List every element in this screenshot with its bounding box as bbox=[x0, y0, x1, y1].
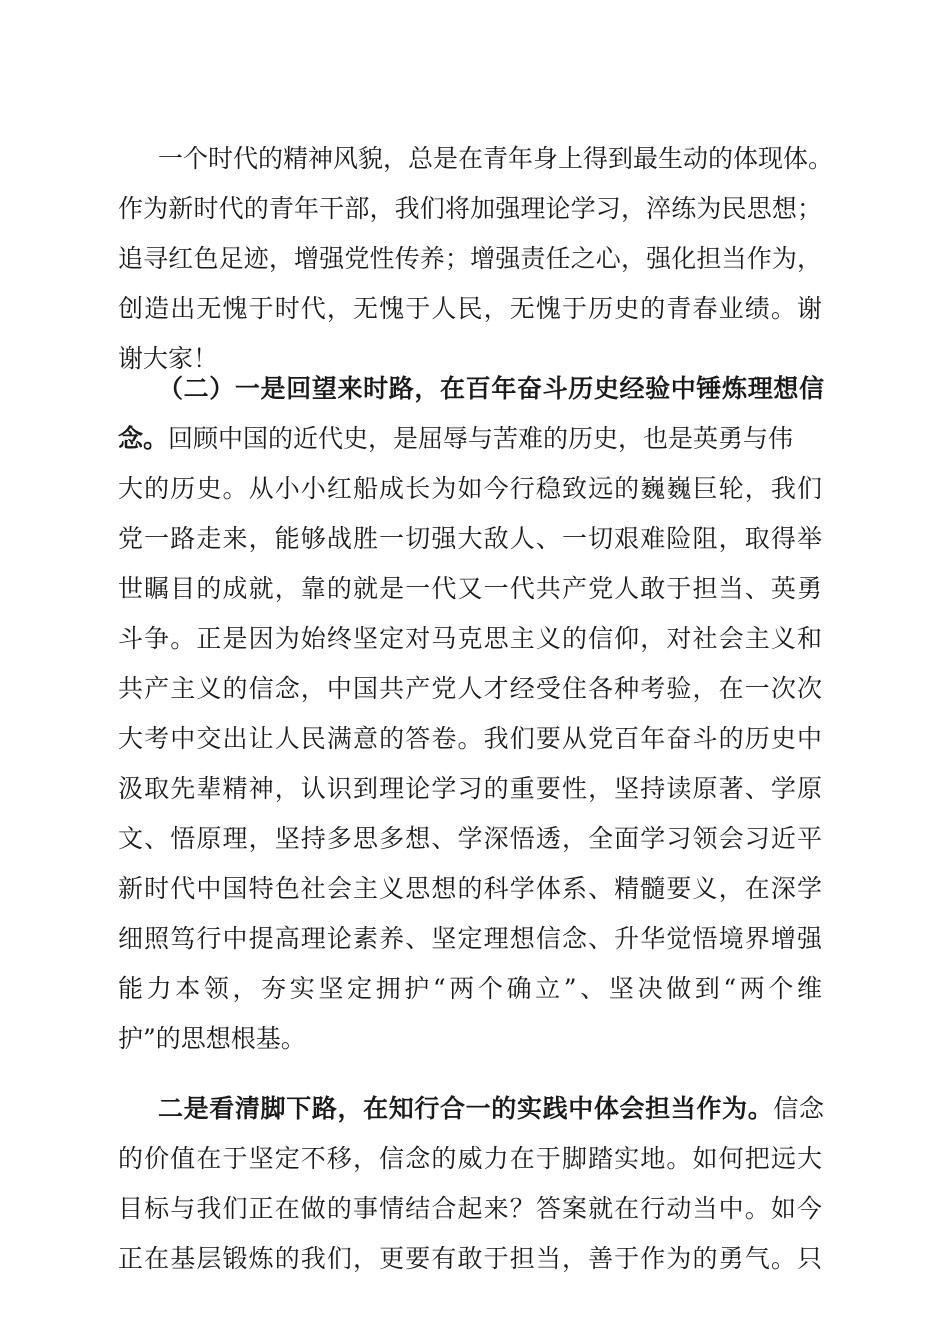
paragraph-3-heading: 二是看清脚下路，在知行合一的实践中体会担当作为。 bbox=[158, 1094, 774, 1123]
paragraph-2-heading: （二）一是回望来时路，在百年奋斗历史经验中锤炼理想信 bbox=[158, 374, 824, 403]
paragraph-1-line-4: 创造出无愧于时代，无愧于人民，无愧于历史的青春业绩。谢 bbox=[118, 294, 822, 323]
paragraph-3-line-4: 正在基层锻炼的我们，更要有敢于担当，善于作为的勇气。只 bbox=[118, 1244, 822, 1273]
paragraph-1-line-5: 谢大家！ bbox=[118, 344, 219, 373]
paragraph-2-line-1 bbox=[118, 420, 822, 458]
paragraph-2-heading-continuation: 念。 bbox=[118, 424, 169, 453]
paragraph-1-line-1: 一个时代的精神风貌，总是在青年身上得到最生动的体现体。 bbox=[158, 144, 834, 173]
paragraph-2-line-1-text: 回顾中国的近代史，是屈辱与苦难的历史，也是英勇与伟 bbox=[168, 424, 794, 453]
paragraph-2-line-8: 汲取先辈精神，认识到理论学习的重要性，坚持读原著、学原 bbox=[118, 774, 822, 803]
paragraph-2-line-7: 大考中交出让人民满意的答卷。我们要从党百年奋斗的历史中 bbox=[118, 724, 822, 753]
paragraph-2-line-3: 党一路走来，能够战胜一切强大敌人、一切艰难险阻，取得举 bbox=[118, 524, 822, 553]
paragraph-2-line-10: 新时代中国特色社会主义思想的科学体系、精髓要义，在深学 bbox=[118, 874, 822, 903]
paragraph-1-line-2: 作为新时代的青年干部，我们将加强理论学习，淬练为民思想； bbox=[118, 194, 822, 223]
paragraph-2-line-9: 文、悟原理，坚持多思多想、学深悟透，全面学习领会习近平 bbox=[118, 824, 822, 853]
paragraph-2-line-2: 大的历史。从小小红船成长为如今行稳致远的巍巍巨轮，我们 bbox=[118, 474, 822, 503]
paragraph-1-line-3: 追寻红色足迹，增强党性传养；增强责任之心，强化担当作为， bbox=[118, 244, 822, 273]
paragraph-2-line-13: 护”的思想根基。 bbox=[118, 1024, 306, 1053]
paragraph-2-line-6: 共产主义的信念，中国共产党人才经受住各种考验，在一次次 bbox=[118, 674, 822, 703]
paragraph-3-line-1-text: 信念 bbox=[773, 1094, 824, 1123]
paragraph-2-line-12: 能力本领，夯实坚定拥护“两个确立”、坚决做到“两个维 bbox=[118, 974, 822, 1003]
paragraph-3-line-3: 目标与我们正在做的事情结合起来？答案就在行动当中。如今 bbox=[118, 1194, 822, 1223]
paragraph-3-line-1 bbox=[158, 1090, 824, 1128]
paragraph-2-line-11: 细照笃行中提高理论素养、坚定理想信念、升华觉悟境界增强 bbox=[118, 924, 822, 953]
paragraph-3-line-2: 的价值在于坚定不移，信念的威力在于脚踏实地。如何把远大 bbox=[118, 1144, 822, 1173]
paragraph-2-line-5: 斗争。正是因为始终坚定对马克思主义的信仰，对社会主义和 bbox=[118, 624, 822, 653]
paragraph-2-line-4: 世瞩目的成就，靠的就是一代又一代共产党人敢于担当、英勇 bbox=[118, 574, 822, 603]
